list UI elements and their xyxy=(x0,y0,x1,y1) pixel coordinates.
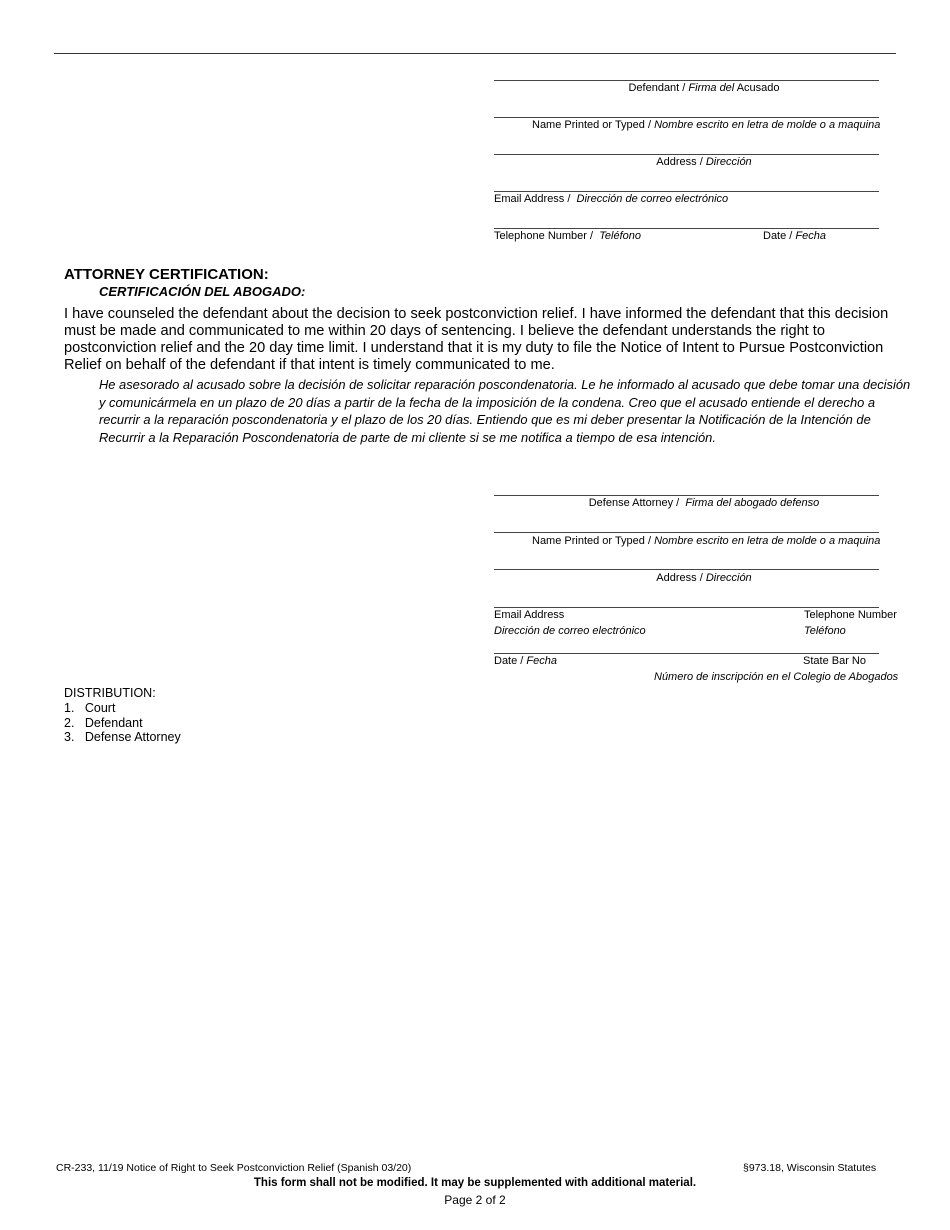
attorney-email-label-es: Dirección de correo electrónico xyxy=(494,625,646,637)
attorney-bar-label-es: Número de inscripción en el Colegio de Abogados xyxy=(654,671,899,683)
attorney-date-label: Date / Fecha xyxy=(494,655,557,667)
top-rule xyxy=(54,53,896,54)
defendant-phone-label: Telephone Number / Teléfono xyxy=(494,230,641,242)
certification-body-es: He asesorado al acusado sobre la decisión de solicitar reparación poscondenatoria. Le he informado al acusado que debe tomar una decisión y comunicármela en un plazo de 20 días a partir de la fecha de la imposición de la condena. Creo que el acusado entiende el derecho a recurrir a la reparación poscondenatoria y el plazo de los 20 días. Entiendo que es mi deber presentar la Notificación de la Intención de Recurrir a la Reparación Poscondenatoria de parte de mi cliente si se me notifica a tiempo de esa intención. xyxy=(99,377,911,445)
attorney-signature-label: Defense Attorney / Firma del abogado defenso xyxy=(588,497,820,509)
distribution-title: DISTRIBUTION: xyxy=(64,686,156,700)
list-item xyxy=(64,716,181,731)
list-item xyxy=(64,730,181,745)
attorney-name-label: Name Printed or Typed / Nombre escrito en letra de molde o a maquina xyxy=(532,535,881,547)
list-item-number: 1. xyxy=(64,701,75,715)
attorney-name-line[interactable] xyxy=(494,532,879,533)
attorney-bar-label: State Bar No xyxy=(803,655,866,667)
defendant-name-label: Name Printed or Typed / Nombre escrito en letra de molde o a maquina xyxy=(532,119,881,131)
certification-title-es: CERTIFICACIÓN DEL ABOGADO: xyxy=(99,284,306,299)
defendant-signature-line[interactable] xyxy=(494,80,879,81)
certification-title: ATTORNEY CERTIFICATION: xyxy=(64,266,269,283)
list-item-number: 3. xyxy=(64,730,75,745)
list-item xyxy=(64,701,181,716)
distribution-list xyxy=(64,701,181,745)
footer-form-id: CR-233, 11/19 Notice of Right to Seek Postconviction Relief (Spanish 03/20) xyxy=(56,1162,412,1174)
defendant-signature-label: Defendant / Firma del Acusado xyxy=(628,82,780,94)
attorney-signature-line[interactable] xyxy=(494,495,879,496)
defendant-phone-date-line[interactable] xyxy=(494,228,879,229)
attorney-phone-label: Telephone Number xyxy=(804,609,897,621)
list-item-label: Defense Attorney xyxy=(84,730,181,745)
footer-notice: This form shall not be modified. It may be supplemented with additional material. xyxy=(253,1177,697,1189)
list-item-label: Court xyxy=(84,701,116,715)
attorney-address-line[interactable] xyxy=(494,569,879,570)
attorney-date-bar-line[interactable] xyxy=(494,653,879,654)
list-item-number: 2. xyxy=(64,715,75,730)
defendant-address-label: Address / Dirección xyxy=(656,156,752,168)
defendant-date-label: Date / Fecha xyxy=(763,230,826,242)
list-item-label: Defendant xyxy=(84,715,143,730)
defendant-address-line[interactable] xyxy=(494,154,879,155)
attorney-email-phone-line[interactable] xyxy=(494,607,879,608)
certification-body-en: I have counseled the defendant about the decision to seek postconviction relief. I have informed the defendant that this decision must be made and communicated to me within 20 days of sentencing. I believe the defendant understands the right to postconviction relief and the 20 day time limit. I understand that it is my duty to file the Notice of Intent to Pursue Postconviction Relief on behalf of the defendant if that intent is timely communicated to me. xyxy=(64,306,889,373)
attorney-address-label: Address / Dirección xyxy=(656,572,752,584)
attorney-email-label: Email Address xyxy=(494,609,565,621)
defendant-name-line[interactable] xyxy=(494,117,879,118)
defendant-email-label: Email Address / Dirección de correo electrónico xyxy=(494,193,729,205)
defendant-email-line[interactable] xyxy=(494,191,879,192)
page-number: Page 2 of 2 xyxy=(444,1193,506,1207)
footer-statute: §973.18, Wisconsin Statutes xyxy=(743,1162,877,1174)
attorney-phone-label-es: Teléfono xyxy=(804,625,846,637)
